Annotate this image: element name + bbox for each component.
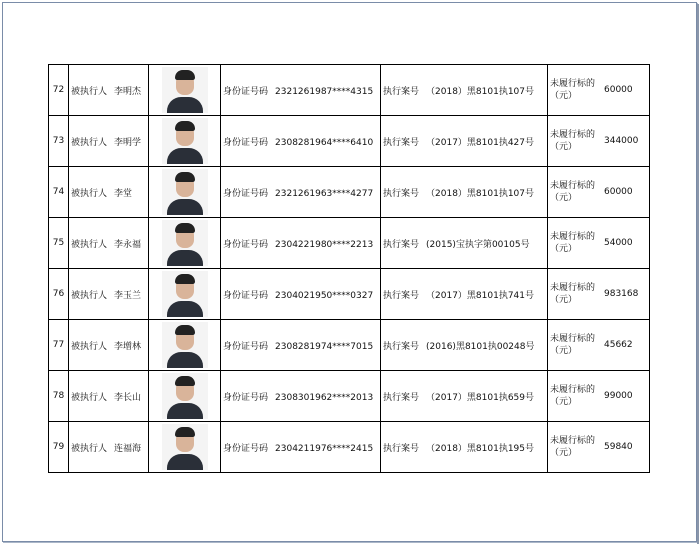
case-number: （2017）黑8101执427号 — [426, 137, 535, 148]
row-number: 72 — [52, 85, 65, 95]
name-cell — [69, 65, 149, 116]
amount-cell — [548, 320, 650, 371]
case-cell — [381, 116, 548, 167]
id-cell — [221, 422, 381, 473]
role-label: 被执行人 — [71, 341, 108, 352]
amount-label: 未履行标的（元） — [550, 181, 596, 203]
case-label: 执行案号 — [383, 86, 420, 97]
person-photo — [162, 118, 208, 164]
amount-label: 未履行标的（元） — [550, 436, 596, 458]
role-label: 被执行人 — [71, 392, 108, 403]
amount-value: 60000 — [604, 85, 633, 95]
case-cell — [381, 320, 548, 371]
id-label: 身份证号码 — [223, 443, 269, 454]
case-number: （2018）黑8101执195号 — [426, 443, 535, 454]
table-row — [49, 371, 650, 422]
row-number-cell — [49, 269, 69, 320]
case-label: 执行案号 — [383, 290, 420, 301]
table-row — [49, 116, 650, 167]
photo-cell — [149, 371, 221, 422]
case-number: (2016)黑8101执00248号 — [426, 341, 535, 352]
amount-label: 未履行标的（元） — [550, 79, 596, 101]
photo-cell — [149, 116, 221, 167]
id-number: 2304021950****0327 — [275, 290, 374, 301]
id-label: 身份证号码 — [223, 239, 269, 250]
id-label: 身份证号码 — [223, 392, 269, 403]
case-label: 执行案号 — [383, 392, 420, 403]
name-cell — [69, 422, 149, 473]
row-number: 73 — [52, 136, 65, 146]
id-number: 2308281974****7015 — [275, 341, 374, 352]
role-label: 被执行人 — [71, 443, 108, 454]
row-number-cell — [49, 218, 69, 269]
person-name: 李增林 — [114, 341, 142, 352]
name-cell — [69, 218, 149, 269]
person-photo — [162, 220, 208, 266]
photo-cell — [149, 320, 221, 371]
photo-cell — [149, 269, 221, 320]
case-cell — [381, 269, 548, 320]
person-photo — [162, 424, 208, 470]
table-row — [49, 167, 650, 218]
person-photo — [162, 271, 208, 317]
amount-value: 983168 — [604, 289, 639, 299]
row-number: 74 — [52, 187, 65, 197]
person-photo — [162, 322, 208, 368]
row-number-cell — [49, 422, 69, 473]
id-number: 2304211976****2415 — [275, 443, 374, 454]
case-cell — [381, 371, 548, 422]
table-row — [49, 422, 650, 473]
case-label: 执行案号 — [383, 239, 420, 250]
person-name: 李永福 — [114, 239, 142, 250]
table-row — [49, 65, 650, 116]
row-number-cell — [49, 65, 69, 116]
amount-label: 未履行标的（元） — [550, 130, 596, 152]
id-cell — [221, 116, 381, 167]
amount-cell — [548, 422, 650, 473]
amount-value: 59840 — [604, 442, 633, 452]
case-label: 执行案号 — [383, 443, 420, 454]
person-photo — [162, 67, 208, 113]
role-label: 被执行人 — [71, 188, 108, 199]
case-label: 执行案号 — [383, 341, 420, 352]
id-number: 2308281964****6410 — [275, 137, 374, 148]
amount-value: 99000 — [604, 391, 633, 401]
enforcement-table — [48, 64, 650, 473]
row-number: 77 — [52, 340, 65, 350]
id-label: 身份证号码 — [223, 86, 269, 97]
id-label: 身份证号码 — [223, 290, 269, 301]
case-cell — [381, 218, 548, 269]
id-number: 2304221980****2213 — [275, 239, 374, 250]
amount-value: 60000 — [604, 187, 633, 197]
photo-cell — [149, 65, 221, 116]
amount-label: 未履行标的（元） — [550, 385, 596, 407]
id-label: 身份证号码 — [223, 341, 269, 352]
id-number: 2321261987****4315 — [275, 86, 374, 97]
case-cell — [381, 167, 548, 218]
case-cell — [381, 65, 548, 116]
amount-value: 344000 — [604, 136, 639, 146]
table-row — [49, 218, 650, 269]
person-name: 李长山 — [114, 392, 142, 403]
name-cell — [69, 320, 149, 371]
person-name: 连福海 — [114, 443, 142, 454]
role-label: 被执行人 — [71, 239, 108, 250]
id-cell — [221, 218, 381, 269]
amount-value: 45662 — [604, 340, 633, 350]
name-cell — [69, 269, 149, 320]
name-cell — [69, 167, 149, 218]
id-cell — [221, 371, 381, 422]
case-number: （2018）黑8101执107号 — [426, 188, 535, 199]
person-photo — [162, 169, 208, 215]
row-number-cell — [49, 116, 69, 167]
person-photo — [162, 373, 208, 419]
amount-label: 未履行标的（元） — [550, 334, 596, 356]
row-number-cell — [49, 320, 69, 371]
id-cell — [221, 167, 381, 218]
row-number-cell — [49, 371, 69, 422]
amount-cell — [548, 371, 650, 422]
row-number-cell — [49, 167, 69, 218]
name-cell — [69, 116, 149, 167]
row-number: 79 — [52, 442, 65, 452]
amount-cell — [548, 167, 650, 218]
person-name: 李明杰 — [114, 86, 142, 97]
table-body — [49, 65, 650, 473]
name-cell — [69, 371, 149, 422]
role-label: 被执行人 — [71, 137, 108, 148]
photo-cell — [149, 218, 221, 269]
photo-cell — [149, 167, 221, 218]
amount-cell — [548, 218, 650, 269]
role-label: 被执行人 — [71, 290, 108, 301]
case-number: （2017）黑8101执659号 — [426, 392, 535, 403]
amount-cell — [548, 116, 650, 167]
person-name: 李明学 — [114, 137, 142, 148]
row-number: 75 — [52, 238, 65, 248]
id-cell — [221, 269, 381, 320]
photo-cell — [149, 422, 221, 473]
amount-label: 未履行标的（元） — [550, 232, 596, 254]
amount-cell — [548, 269, 650, 320]
case-number: （2017）黑8101执741号 — [426, 290, 535, 301]
id-number: 2321261963****4277 — [275, 188, 374, 199]
table-row — [49, 320, 650, 371]
case-number: (2015)宝执字第00105号 — [426, 239, 530, 250]
amount-value: 54000 — [604, 238, 633, 248]
amount-label: 未履行标的（元） — [550, 283, 596, 305]
id-cell — [221, 65, 381, 116]
id-number: 2308301962****2013 — [275, 392, 374, 403]
id-label: 身份证号码 — [223, 188, 269, 199]
case-label: 执行案号 — [383, 188, 420, 199]
id-label: 身份证号码 — [223, 137, 269, 148]
table-row — [49, 269, 650, 320]
person-name: 李玉兰 — [114, 290, 142, 301]
case-cell — [381, 422, 548, 473]
row-number: 78 — [52, 391, 65, 401]
case-label: 执行案号 — [383, 137, 420, 148]
person-name: 李堂 — [114, 188, 133, 199]
id-cell — [221, 320, 381, 371]
case-number: （2018）黑8101执107号 — [426, 86, 535, 97]
role-label: 被执行人 — [71, 86, 108, 97]
row-number: 76 — [52, 289, 65, 299]
amount-cell — [548, 65, 650, 116]
